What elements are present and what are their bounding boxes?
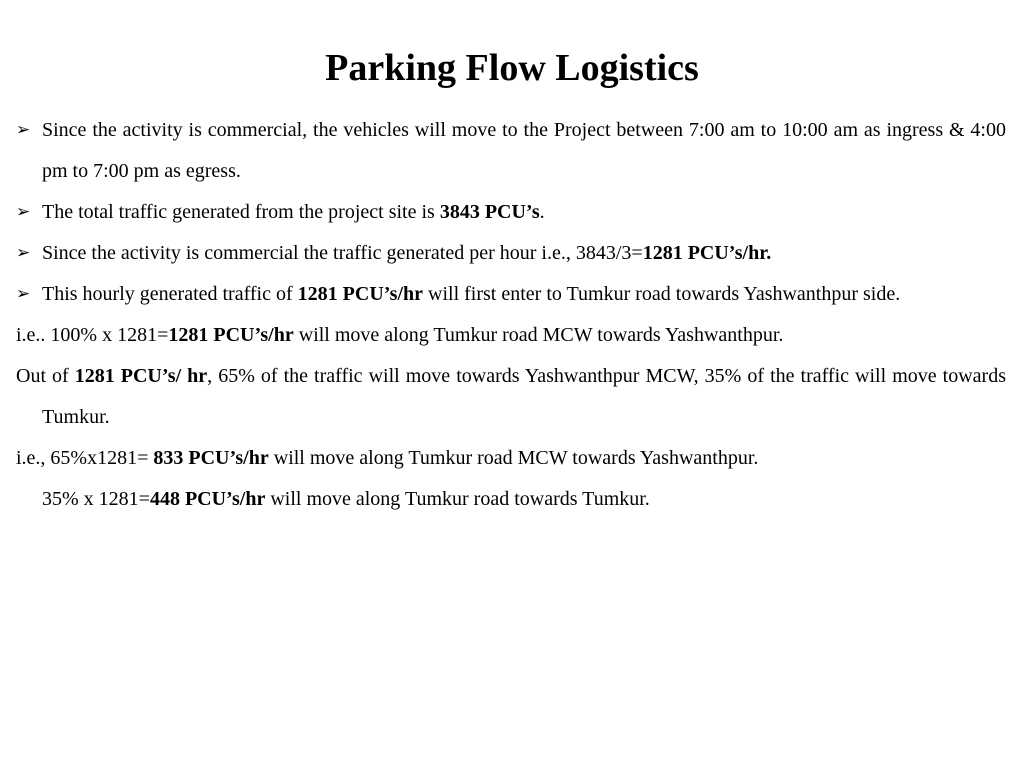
line-bold-value: 1281 PCU’s/hr (168, 324, 294, 346)
line-full-flow (16, 315, 1006, 356)
line-bold-value: 448 PCU’s/hr (149, 488, 266, 510)
line-split-flow (16, 356, 1006, 438)
line-text-end: will move along Tumkur road MCW towards Yashwanthpur. (293, 324, 784, 346)
arrow-bullet-icon: ➢ (16, 202, 31, 222)
line-text: 35% x 1281= (42, 488, 150, 510)
arrow-bullet-icon: ➢ (16, 120, 31, 140)
line-text: Out of (16, 365, 75, 387)
line-text-end: will move along Tumkur road MCW towards Yashwanthpur. (268, 447, 759, 469)
content-body (16, 110, 1006, 520)
bullet-text: Since the activity is commercial the traffic generated per hour i.e., 3843/3= (42, 242, 643, 264)
bullet-item-ingress-egress (16, 110, 1006, 192)
arrow-bullet-icon: ➢ (16, 284, 31, 304)
line-text: i.e.. 100% x 1281= (16, 324, 169, 346)
bullet-text-end: will first enter to Tumkur road towards Yashwanthpur side. (423, 283, 901, 305)
line-bold-value: 833 PCU’s/hr (153, 447, 269, 469)
line-text: i.e., 65%x1281= (16, 447, 154, 469)
line-text-end: will move along Tumkur road towards Tumkur. (265, 488, 650, 510)
bullet-text: This hourly generated traffic of (42, 283, 298, 305)
bullet-text-end: . (539, 201, 545, 223)
line-yashwanthpur-flow (16, 438, 1006, 479)
bullet-bold-value: 1281 PCU’s/hr (297, 283, 424, 305)
bullet-item-total-traffic (16, 192, 1006, 233)
bullet-text: The total traffic generated from the project site is (42, 201, 440, 223)
bullet-bold-value: 1281 PCU’s/hr. (642, 242, 772, 264)
line-bold-value: 1281 PCU’s/ hr (74, 365, 208, 387)
bullet-bold-value: 3843 PCU’s (439, 201, 540, 223)
line-text-end: , 65% of the traffic will move towards Yashwanthpur MCW, 35% of the traffic will move towards Tumkur. (42, 365, 1006, 428)
bullet-text: Since the activity is commercial, the vehicles will move to the Project between 7:00 am to 10:00 am as ingress & 4:00 pm to 7:00 pm as egress. (42, 119, 1006, 182)
arrow-bullet-icon: ➢ (16, 243, 31, 263)
line-tumkur-flow (16, 479, 1006, 520)
bullet-item-hourly-traffic (16, 233, 1006, 274)
page-title: Parking Flow Logistics (325, 47, 699, 89)
bullet-item-tumkur-road (16, 274, 1006, 315)
